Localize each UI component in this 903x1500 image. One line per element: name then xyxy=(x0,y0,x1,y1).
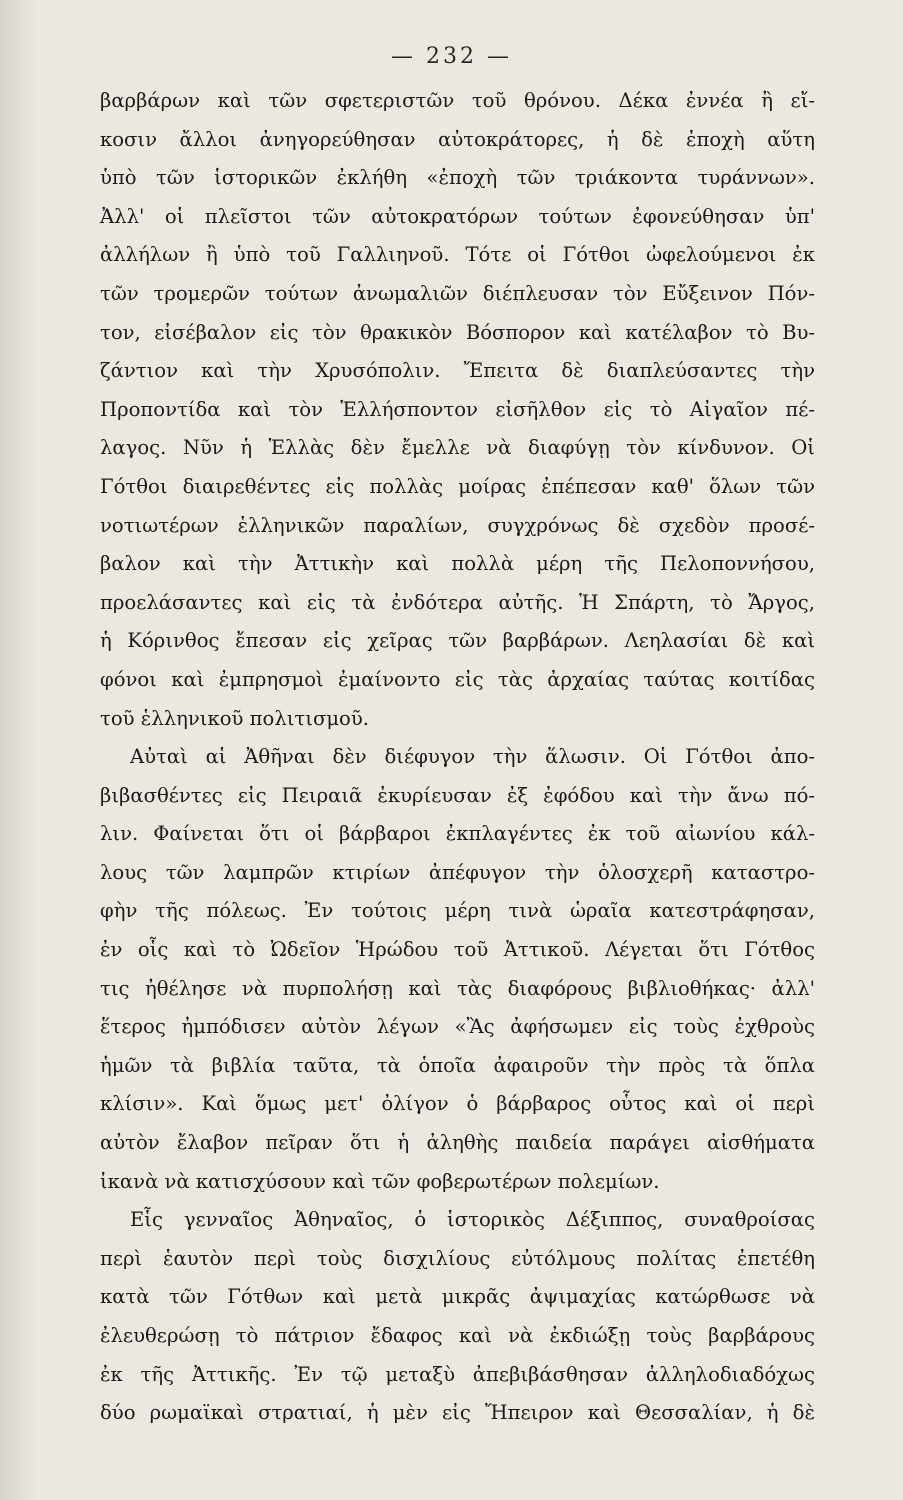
text-line: λιν. Φαίνεται ὅτι οἱ βάρβαροι ἐκπλαγέντες ἐκ τοῦ αἰωνίου κάλ- xyxy=(100,822,815,846)
text-line: βαρβάρων καὶ τῶν σφετεριστῶν τοῦ θρόνου. Δέκα ἐννέα ἢ εἴ- xyxy=(100,89,815,112)
text-line: Εἷς γενναῖος Ἀθηναῖος, ὁ ἱστορικὸς Δέξιππος, συναθροίσας xyxy=(130,1208,815,1232)
text-line: δύο ρωμαϊκαὶ στρατιαί, ἡ μὲν εἰς Ἤπειρον καὶ Θεσσαλίαν, ἡ δὲ xyxy=(100,1401,815,1425)
text-line: ὑπὸ τῶν ἱστορικῶν ἐκλήθη «ἐποχὴ τῶν τριάκοντα τυράννων». xyxy=(100,166,815,190)
text-line: βαλον καὶ τὴν Ἀττικὴν καὶ πολλὰ μέρη τῆς Πελοποννήσου, xyxy=(100,552,815,576)
text-line: προελάσαντες καὶ εἰς τὰ ἐνδότερα αὐτῆς. Ἡ Σπάρτη, τὸ Ἄργος, xyxy=(100,590,815,614)
text-line: περὶ ἑαυτὸν περὶ τοὺς δισχιλίους εὐτόλμους πολίτας ἐπετέθη xyxy=(100,1246,815,1270)
text-line: ἡ Κόρινθος ἔπεσαν εἰς χεῖρας τῶν βαρβάρων. Λεηλασίαι δὲ καὶ xyxy=(100,629,815,653)
text-line: κοσιν ἄλλοι ἀνηγορεύθησαν αὐτοκράτορες, ἡ δὲ ἐποχὴ αὕτη xyxy=(100,127,815,151)
text-line: ἡμῶν τὰ βιβλία ταῦτα, τὰ ὁποῖα ἀφαιροῦν τὴν πρὸς τὰ ὅπλα xyxy=(100,1053,815,1077)
text-line: τοῦ ἑλληνικοῦ πολιτισμοῦ. xyxy=(100,706,369,730)
text-line: Προποντίδα καὶ τὸν Ἑλλήσποντον εἰσῆλθον εἰς τὸ Αἰγαῖον πέ- xyxy=(100,397,815,421)
text-line: βιβασθέντες εἰς Πειραιᾶ ἐκυρίευσαν ἐξ ἐφόδου καὶ τὴν ἄνω πό- xyxy=(100,783,815,807)
text-line: Αὐταὶ αἱ Ἀθῆναι δὲν διέφυγον τὴν ἅλωσιν. Οἱ Γότθοι ἀπο- xyxy=(130,745,815,769)
text-line: ἐλευθερώσῃ τὸ πάτριον ἔδαφος καὶ νὰ ἐκδιώξῃ τοὺς βαρβάρους xyxy=(100,1324,815,1347)
text-line: ἐν οἷς καὶ τὸ Ὠδεῖον Ἡρώδου τοῦ Ἀττικοῦ. Λέγεται ὅτι Γότθος xyxy=(100,938,815,962)
text-line: αὐτὸν ἔλαβον πεῖραν ὅτι ἡ ἀληθὴς παιδεία παράγει αἰσθήματα xyxy=(100,1131,815,1155)
text-line: φὴν τῆς πόλεως. Ἐν τούτοις μέρη τινὰ ὡραῖα κατεστράφησαν, xyxy=(100,899,815,923)
paragraph xyxy=(100,738,815,1201)
text-line: Γότθοι διαιρεθέντες εἰς πολλὰς μοίρας ἐπέπεσαν καθ' ὅλων τῶν xyxy=(100,474,815,498)
text-line: ἕτερος ἠμπόδισεν αὐτὸν λέγων «Ἂς ἀφήσωμεν εἰς τοὺς ἐχθροὺς xyxy=(100,1015,815,1039)
text-line: λους τῶν λαμπρῶν κτιρίων ἀπέφυγον τὴν ὁλοσχερῆ καταστρο- xyxy=(100,860,815,884)
text-line: ἱκανὰ νὰ κατισχύσουν καὶ τῶν φοβερωτέρων πολεμίων. xyxy=(100,1169,660,1193)
body-text xyxy=(100,82,815,1433)
paragraph xyxy=(100,1201,815,1433)
text-line: λαγος. Νῦν ἡ Ἑλλὰς δὲν ἔμελλε νὰ διαφύγῃ τὸν κίνδυνον. Οἱ xyxy=(100,436,815,460)
text-line: ἐκ τῆς Ἀττικῆς. Ἐν τῷ μεταξὺ ἀπεβιβάσθησαν ἀλληλοδιαδόχως xyxy=(100,1362,815,1386)
text-line: ζάντιον καὶ τὴν Χρυσόπολιν. Ἔπειτα δὲ διαπλεύσαντες τὴν xyxy=(100,359,815,383)
text-line: φόνοι καὶ ἐμπρησμοὶ ἐμαίνοντο εἰς τὰς ἀρχαίας ταύτας κοιτίδας xyxy=(100,667,815,691)
text-line: νοτιωτέρων ἑλληνικῶν παραλίων, συγχρόνως δὲ σχεδὸν προσέ- xyxy=(100,513,815,537)
text-line: κατὰ τῶν Γότθων καὶ μετὰ μικρᾶς ἀψιμαχίας κατώρθωσε νὰ xyxy=(100,1285,815,1309)
paragraph xyxy=(100,82,815,738)
text-line: Ἀλλ' οἱ πλεῖστοι τῶν αὐτοκρατόρων τούτων ἐφονεύθησαν ὑπ' xyxy=(100,204,815,228)
text-line: τον, εἰσέβαλον εἰς τὸν θρακικὸν Βόσπορον καὶ κατέλαβον τὸ Βυ- xyxy=(100,320,815,344)
page-number: — 232 — xyxy=(391,44,512,69)
page-gutter-shadow xyxy=(0,0,38,1500)
text-line: τις ἠθέλησε νὰ πυρπολήσῃ καὶ τὰς διαφόρους βιβλιοθήκας· ἀλλ' xyxy=(100,976,815,1000)
text-line: κλίσιν». Καὶ ὅμως μετ' ὀλίγον ὁ βάρβαρος οὗτος καὶ οἱ περὶ xyxy=(100,1092,815,1116)
text-line: ἀλλήλων ἢ ὑπὸ τοῦ Γαλλιηνοῦ. Τότε οἱ Γότθοι ὠφελούμενοι ἐκ xyxy=(100,243,815,267)
text-line: τῶν τρομερῶν τούτων ἀνωμαλιῶν διέπλευσαν τὸν Εὔξεινον Πόν- xyxy=(100,281,815,305)
